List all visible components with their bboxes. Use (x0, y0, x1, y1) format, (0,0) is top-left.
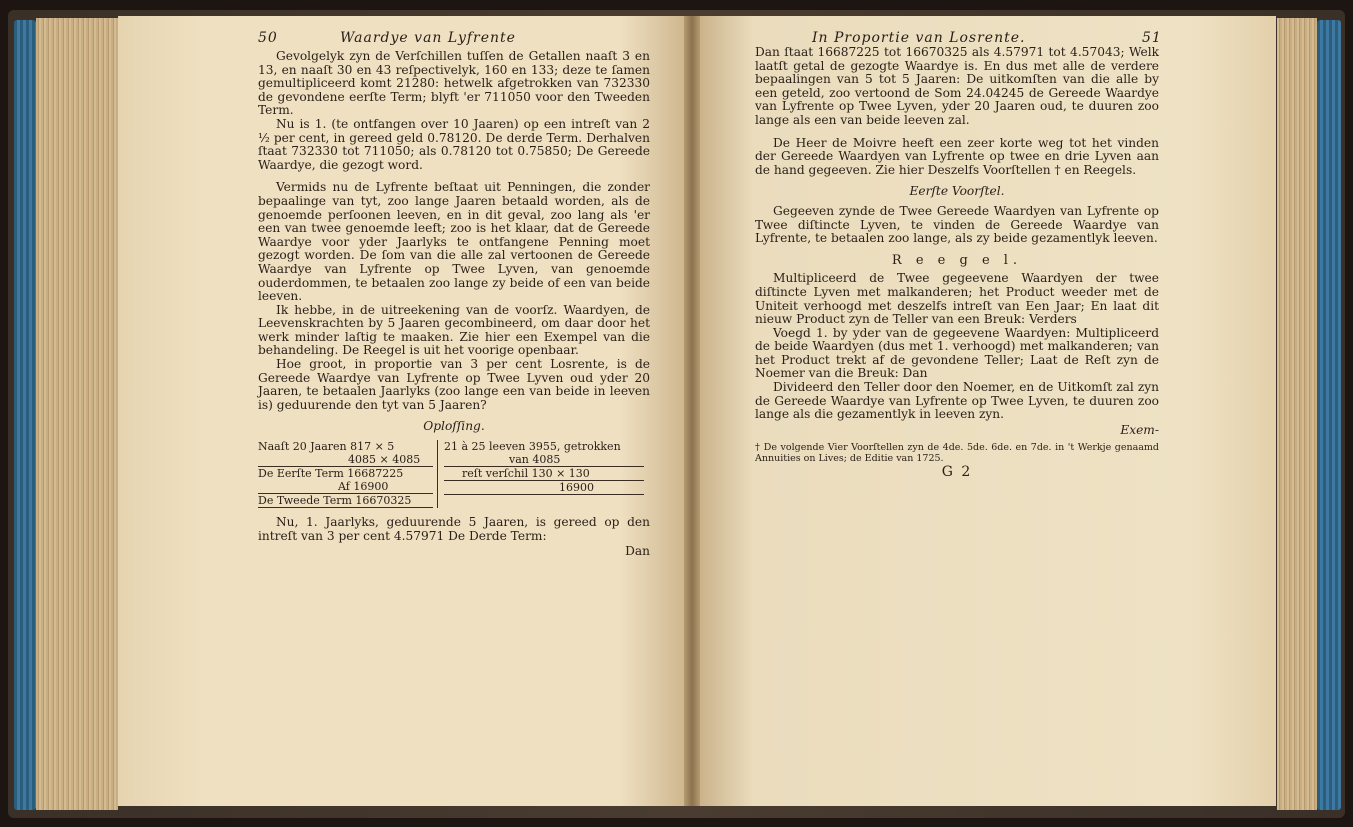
rule-heading: R e e g e l. (891, 252, 1023, 268)
calculation-left (258, 440, 438, 508)
paragraph: De Heer de Moivre heeft een zeer korte weg tot het vinden der Gereede Waardyen van Lyfrente op twee en drie Lyven aan de hand gegeeven. Zie hier Deszelfs Voorſtellen † en Reegels. (755, 135, 1159, 177)
left-running-head: Waardye van Lyfrente (340, 30, 516, 46)
calc-line: De Tweede Term 16670325 (258, 494, 433, 508)
paragraph: Dan ſtaat 16687225 tot 16670325 als 4.57971 tot 4.57043; Welk laatſt getal de gezogte Waardye is. En dus met alle de verdere bepaalingen van 5 tot 5 Jaaren: De uitkomſten van die alle by een geteld, zoo vertoond de Som 24.04245 de Gereede Waardye van Lyfrente op Twee Lyven, yder 20 Jaaren oud, te duuren zoo lange als een van beide leeven zal. (755, 45, 1159, 127)
calc-line: Af 16900 (258, 480, 433, 494)
paragraph: Divideerd den Teller door den Noemer, en de Uitkomſt zal zyn de Gereede Waardye van Lyfrente op Twee Lyven, te duuren zoo lange als die gezamentlyk in leeven zyn. (755, 380, 1159, 422)
calc-line: Naaſt 20 Jaaren 817 × 5 (258, 440, 395, 454)
calc-line: 4085 × 4085 (258, 453, 433, 467)
catchword: Exem- (1120, 422, 1159, 437)
calculation-table (258, 440, 650, 508)
paragraph: Nu is 1. (te ontfangen over 10 Jaaren) op een intreſt van 2 ½ per cent, in gereed geld 0.78120. De derde Term. Derhalven ſtaat 732330 tot 711050; als 0.78120 tot 0.75850; De Gereede Waardye, die gezogt word. (258, 116, 650, 172)
paragraph: Gevolgelyk zyn de Verſchillen tuſſen de Getallen naaſt 3 en 13, en naaſt 30 en 43 reſpectivelyk, 160 en 133; deze te ſamen gemultipliceerd komt 21280: hetwelk afgetrokken van 732330 de gevondene eerſte Term; blyft 'er 711050 voor den Tweeden Term. (258, 49, 650, 118)
paragraph: Hoe groot, in proportie van 3 per cent Losrente, is de Gereede Waardye van Lyfrente op Twee Lyven oud yder 20 Jaaren, te betaalen Jaarlyks (zoo lange een van beide in leeven is) geduurende den tyt van 5 Jaaren? (258, 357, 650, 412)
left-page-edges (14, 20, 36, 810)
book-gutter (684, 16, 700, 806)
right-page-stack (1277, 18, 1317, 810)
calc-line: 16900 (444, 481, 644, 495)
calc-line: De Eerſte Term 16687225 (258, 467, 404, 481)
calc-line: reſt verſchil 130 × 130 (444, 467, 644, 481)
right-page-text (755, 46, 1159, 480)
signature-mark: G 2 (941, 464, 973, 481)
calculation-right (438, 440, 644, 508)
left-page-stack (36, 18, 118, 810)
paragraph: Voegd 1. by yder van de gegeevene Waardyen: Multipliceerd de beide Waardyen (dus met 1. verhoogd) met malkanderen; van het Product trekt af de gevondene Teller; Laat de Reſt zyn de Noemer van die Breuk: Dan (755, 325, 1159, 381)
calc-line: 21 à 25 leeven 3955, getrokken (444, 440, 621, 454)
footnote: † De volgende Vier Voorſtellen zyn de 4de. 5de. 6de. en 7de. in 't Werkje genaamd Annuities on Lives; de Editie van 1725. (755, 442, 1159, 464)
paragraph: Nu, 1. Jaarlyks, geduurende 5 Jaaren, is gereed op den intreſt van 3 per cent 4.57971 De Derde Term: (258, 515, 650, 543)
right-running-head: In Proportie van Losrente. (812, 30, 1026, 46)
paragraph: Ik hebbe, in de uitreekening van de voorſz. Waardyen, de Leevenskrachten by 5 Jaaren gecombineerd, om daar door het werk minder laſtig te maaken. Zie hier een Exempel van die behandeling. De Reegel is uit het voorige openbaar. (258, 302, 650, 358)
left-page-text (258, 50, 650, 559)
paragraph: Multipliceerd de Twee gegeevene Waardyen der twee diſtincte Lyven met malkanderen; het Product weeder met de Uniteit verhoogd met deszelfs intreſt van Een Jaar; En laat dit nieuw Product zyn de Teller van een Breuk: Verders (755, 271, 1159, 327)
solution-heading: Oploſſing. (423, 419, 485, 434)
calc-line: van 4085 (444, 453, 644, 467)
paragraph: Gegeeven zynde de Twee Gereede Waardyen van Lyfrente op Twee diſtincte Lyven, te vinden de Gereede Waardye van Lyfrente, te betaalen zoo lange, als zy beide gezamentlyk leeven. (755, 203, 1159, 246)
left-page-number: 50 (258, 30, 278, 46)
first-proposition-heading: Eerſte Voorſtel. (909, 184, 1005, 199)
paragraph: Vermids nu de Lyfrente beſtaat uit Penningen, die zonder bepaalinge van tyt, zoo lange Jaaren betaald worden, als de genoemde perſoonen leeven, en in dit geval, zoo lang als 'er een van twee genoemde leeft; zoo is het klaar, dat de Gereede Waardye voor yder Jaarlyks te ontfangene Penning moet gezogt worden. De ſom van die alle zal vertoonen de Gereede Waardye van Lyfrente op Twee Lyven, van genoemde ouderdommen, te betaalen zoo lange zy beide of een van beide leeven. (258, 180, 650, 304)
right-page-edges (1317, 20, 1341, 810)
catchword: Dan (625, 544, 650, 559)
right-page-number: 51 (1142, 30, 1162, 46)
